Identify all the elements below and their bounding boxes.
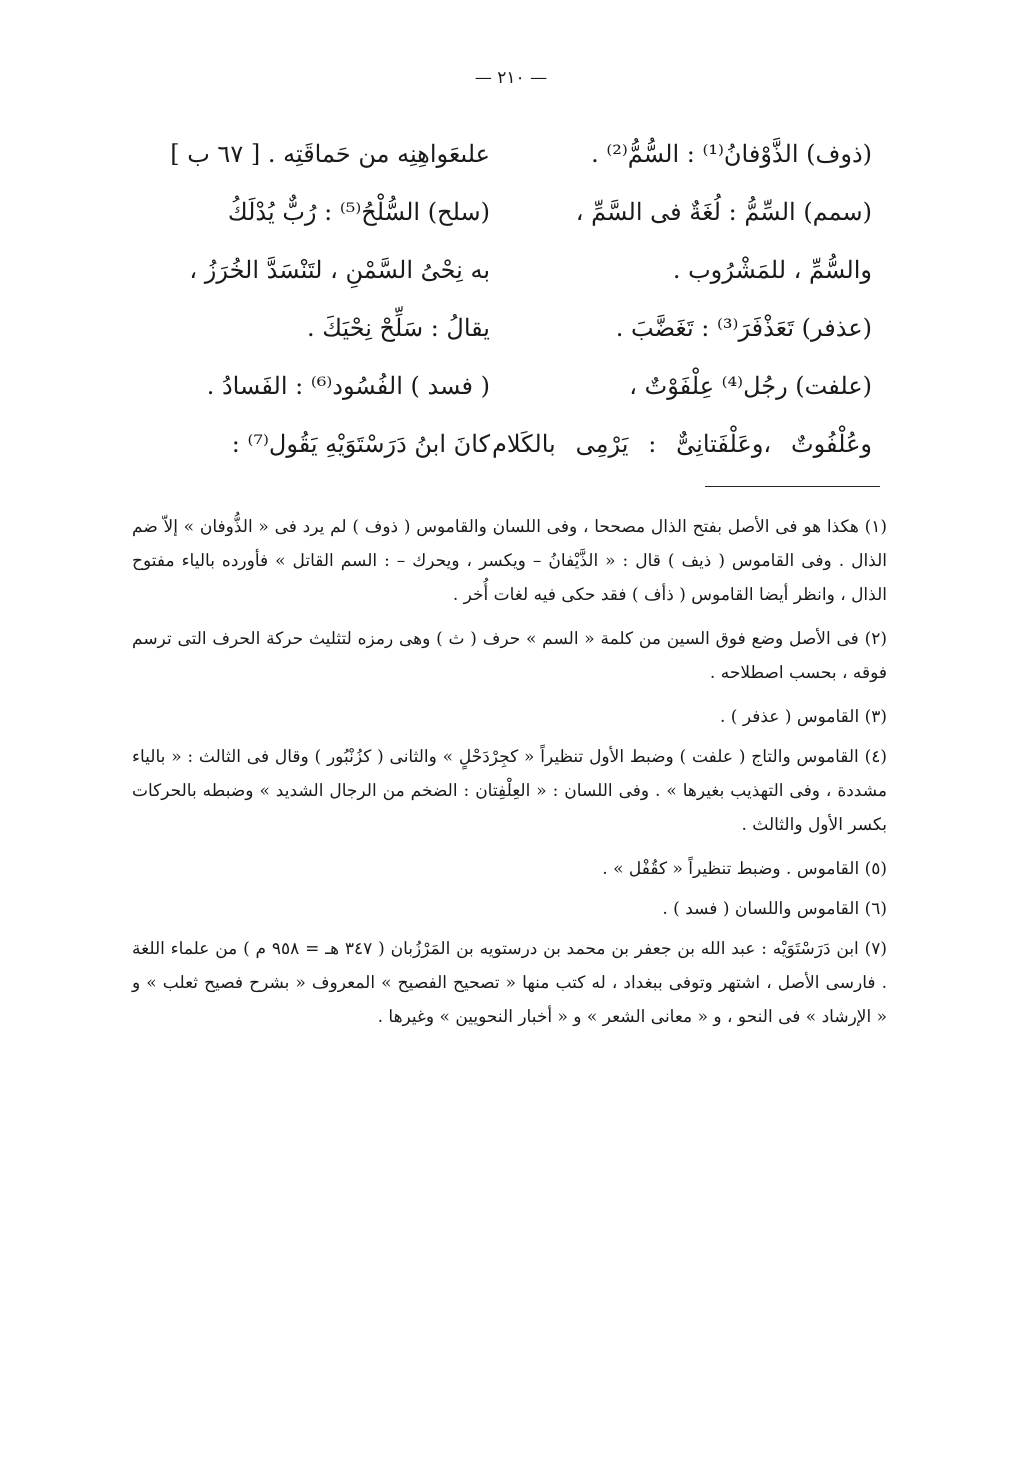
footnote-2: (٢) فى الأصل وضع فوق السين من كلمة « السم » حرف ( ث ) وهى رمزه لتثليث حركة الحرف التى ترسم فوقه ، بحسب اصطلاحه .	[132, 629, 887, 683]
text-line: وعُلْفُوتٌ ،وعَلْفَتانِىٌّ : يَرْمِى بالكَلام	[492, 430, 872, 458]
text-line: به نِحْىُ السَّمْنِ ، لتَنْسَدَّ الخُرَزُ ،	[189, 256, 490, 284]
page-number: — ٢١٠ —	[474, 68, 548, 88]
footnote-separator	[705, 486, 880, 487]
footnotes	[132, 510, 887, 1044]
text-line: كانَ ابنُ دَرَسْتَوَيْهِ يَقُول⁽⁷⁾ :	[231, 430, 490, 458]
main-text-right-column	[492, 125, 872, 473]
footnote-7: (٧) ابن دَرَسْتَوَيْه : عبد الله بن جعفر بن محمد بن درستويه بن المَرْزُبان ( ٣٤٧ هـ = ٩٥٨ م ) من علماء اللغة . فارسى الأصل ، اشتهر وتوفى ببغداد ، له كتب منها « تصحيح الفصيح » المعروف « بشرح فصيح ثعلب » و « الإرشاد » فى النحو ، و « معانى الشعر » و « أخبار النحويين » وغيرها .	[132, 939, 887, 1027]
footnote-6: (٦) القاموس واللسان ( فسد ) .	[662, 899, 887, 919]
text-line: (علفت) رجُل⁽⁴⁾ عِلْفَوْتٌ ،	[629, 372, 872, 400]
footnote-5: (٥) القاموس . وضبط تنظيراً « كقُفْل » .	[602, 859, 887, 879]
footnote-1: (١) هكذا هو فى الأصل بفتح الذال مصححا ، وفى اللسان والقاموس ( ذوف ) لم يرد فى « الذُّوفان » إلاّ ضم الذال . وفى القاموس ( ذيف ) قال : « الذَّيْفانُ – ويكسر ، ويحرك – : السم القاتل » فأورده بالياء مفتوح الذال ، وانظر أيضا القاموس ( ذأف ) فقد حكى فيه لغات أُخر .	[132, 517, 887, 605]
text-line: (سلح) السُّلْحُ⁽⁵⁾ : رُبٌّ يُدْلَكُ	[227, 198, 490, 226]
text-line: ( فسد ) الفُسُود⁽⁶⁾ : الفَسادُ .	[206, 372, 490, 400]
text-line: (سمم) السِّمُّ : لُغَةٌ فى السَّمِّ ،	[575, 198, 872, 226]
text-line: علىعَواهِنِه من حَماقَتِه . [ ٦٧ ب ]	[170, 140, 490, 168]
text-line: (عذفر) تَعَذْفَرَ⁽³⁾ : تَغَضَّبَ .	[615, 314, 872, 342]
main-text-left-column	[130, 125, 490, 473]
text-line: (ذوف) الذَّوْفانُ⁽¹⁾ : السُّمُّ⁽²⁾ .	[591, 140, 872, 168]
footnote-4: (٤) القاموس والتاج ( علفت ) وضبط الأول تنظيراً « كجِرْدَحْلٍ » والثانى ( كزُنْبُور ) وقال فى الثالث : « بالياء مشددة ، وفى التهذيب بغيرها » . وفى اللسان : « العِلْفِتان : الضخم من الرجال الشديد » وضبطه بالحركات بكسر الأول والثالث .	[132, 747, 887, 835]
footnote-3: (٣) القاموس ( عذفر ) .	[720, 707, 887, 727]
text-line: يقالُ : سَلِّحْ نِحْيَكَ .	[307, 314, 490, 342]
text-line: والسُّمِّ ، للمَشْرُوب .	[672, 256, 872, 284]
